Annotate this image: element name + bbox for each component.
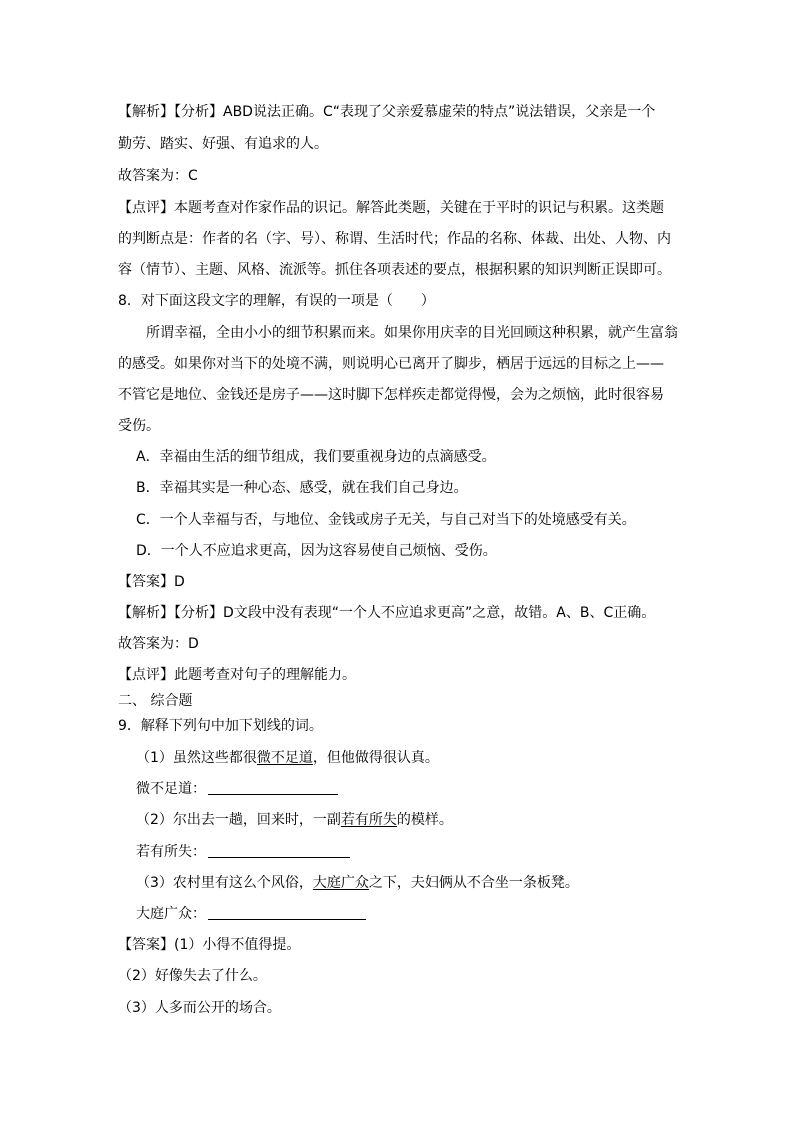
passage-line: 不管它是地位、金钱还是房子——这时脚下怎样疾走都觉得慢，会为之烦恼，此时很容易 — [118, 387, 664, 403]
answer-line: 【答案】(1）小得不值得提。 — [118, 937, 301, 953]
text-line: 的判断点是：作者的名（字、号）、称谓、生活时代；作品的名称、体裁、出处、人物、内 — [118, 231, 671, 247]
underlined-word: 若有所失 — [340, 812, 397, 828]
answer-line: （3）人多而公开的场合。 — [118, 1000, 281, 1016]
section-heading: 二、 综合题 — [118, 693, 193, 709]
sentence-3: （3）农村里有这么个风俗，大庭广众之下，夫妇俩从不合坐一条板凳。 — [136, 875, 579, 891]
passage-line: 所谓幸福，全由小小的细节积累而来。如果你用庆幸的目光回顾这种积累，就产生富翁 — [146, 325, 678, 341]
answer-line: 故答案为：D — [118, 636, 199, 652]
answer-blank-row: 微不足道： — [136, 779, 338, 799]
answer-blank-row: 若有所失： — [136, 842, 350, 862]
underlined-word: 大庭广众 — [312, 875, 369, 891]
question-8-title: 8．对下面这段文字的理解，有误的一项是（ ） — [118, 293, 435, 309]
option-d: D．一个人不应追求更高，因为这容易使自己烦恼、受伤。 — [136, 543, 497, 559]
answer-line: 【答案】D — [118, 574, 185, 590]
text-line: 【点评】本题考查对作家作品的识记。解答此类题，关键在于平时的识记与积累。这类题 — [118, 200, 664, 216]
option-c: C．一个人幸福与否，与地位、金钱或房子无关，与自己对当下的处境感受有关。 — [136, 512, 636, 528]
sentence-2: （2）尔出去一趟，回来时，一副若有所失的模样。 — [136, 812, 453, 828]
text-line: 勤劳、踏实、好强、有追求的人。 — [118, 136, 328, 152]
answer-line: （2）好像失去了什么。 — [118, 968, 267, 984]
passage-line: 受伤。 — [118, 418, 160, 434]
text-line: 【解析】【分析】ABD说法正确。C“表现了父亲爱慕虚荣的特点”说法错误，父亲是一个 — [118, 104, 656, 120]
comment-line: 【点评】此题考查对句子的理解能力。 — [118, 667, 356, 683]
answer-blank[interactable] — [208, 905, 366, 920]
underlined-word: 微不足道 — [256, 750, 313, 766]
text-line: 故答案为：C — [118, 168, 198, 184]
question-9-title: 9．解释下列句中加下划线的词。 — [118, 718, 323, 734]
answer-blank[interactable] — [208, 843, 350, 858]
answer-blank[interactable] — [208, 780, 338, 795]
sentence-1: （1）虽然这些都很微不足道，但他做得很认真。 — [136, 750, 439, 766]
option-a: A．幸福由生活的细节组成，我们要重视身边的点滴感受。 — [136, 449, 496, 465]
passage-line: 的感受。如果你对当下的处境不满，则说明心已离开了脚步，栖居于远远的目标之上—— — [118, 356, 664, 372]
text-line: 容（情节）、主题、风格、流派等。抓住各项表述的要点，根据积累的知识判断正误即可。 — [118, 262, 671, 278]
answer-blank-row: 大庭广众： — [136, 904, 366, 924]
option-b: B．幸福其实是一种心态、感受，就在我们自己身边。 — [136, 480, 468, 496]
analysis-line: 【解析】【分析】D文段中没有表现“一个人不应追求更高”之意，故错。A、B、C正确。 — [118, 605, 656, 621]
